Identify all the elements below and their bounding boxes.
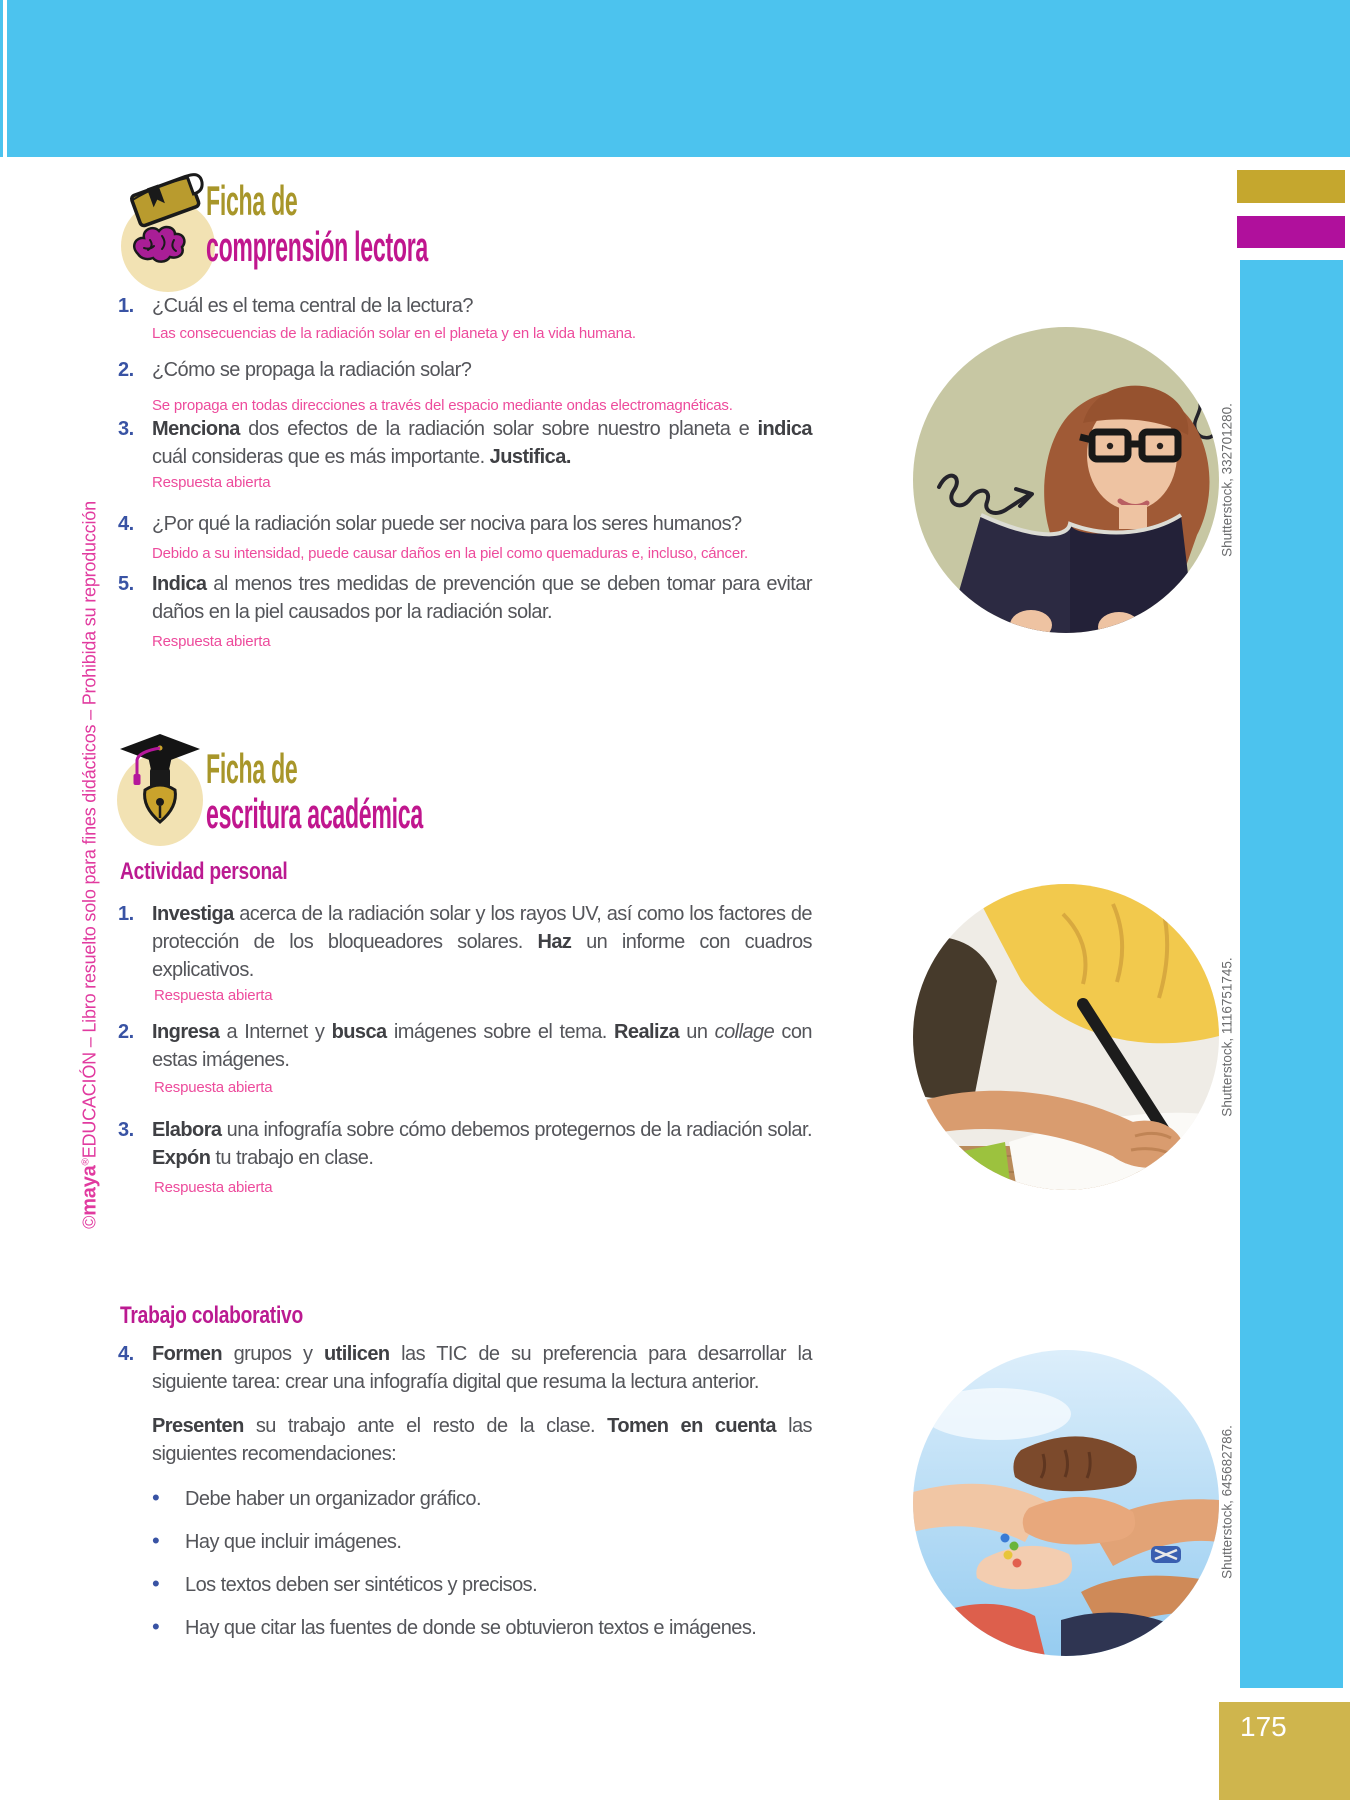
photo-credit-1: Shutterstock, 332701280. bbox=[1219, 403, 1235, 557]
watermark-text: EDUCACIÓN – Libro resuelto solo para fines didácticos – Prohibida su reproducción bbox=[79, 501, 100, 1159]
recommendation-bullet-1 bbox=[152, 1486, 812, 1512]
item-number: 2. bbox=[118, 359, 134, 381]
section-reading-title-line2: comprensión lectora bbox=[206, 223, 428, 270]
item-number: 1. bbox=[118, 903, 134, 925]
section-writing-title-line2: escritura académica bbox=[206, 790, 423, 837]
personal-activity-heading: Actividad personal bbox=[120, 858, 288, 885]
task-text: Investiga acerca de la radiación solar y los rayos UV, así como los factores de protección de los bloqueadores solares. Haz un informe con cuadros explicativos. bbox=[152, 903, 812, 981]
reading-question-3 bbox=[118, 415, 812, 492]
item-number: 4. bbox=[118, 1343, 134, 1365]
right-magenta-bar bbox=[1237, 216, 1345, 248]
question-text: ¿Por qué la radiación solar puede ser nociva para los seres humanos? bbox=[152, 513, 742, 535]
item-number: 1. bbox=[118, 295, 134, 317]
answer-text: Se propaga en todas direcciones a través del espacio mediante ondas electromagnéticas. bbox=[152, 397, 733, 414]
page-number-block bbox=[1219, 1702, 1350, 1800]
bullet-text: Los textos deben ser sintéticos y precisos. bbox=[185, 1574, 538, 1596]
watermark-copyright: © bbox=[79, 1215, 100, 1229]
watermark-brand: maya bbox=[78, 1165, 101, 1216]
copyright-watermark bbox=[79, 501, 102, 1229]
reading-question-5 bbox=[118, 570, 812, 651]
item-number: 2. bbox=[118, 1021, 134, 1043]
bullet-text: Debe haber un organizador gráfico. bbox=[185, 1488, 481, 1510]
bullet-dot: • bbox=[152, 1485, 160, 1510]
woman-reading-open-book-photo bbox=[913, 327, 1219, 633]
photo-credit-3: Shutterstock, 645682786. bbox=[1219, 1425, 1235, 1579]
answer-text: Respuesta abierta bbox=[152, 474, 271, 491]
item-number: 3. bbox=[118, 1119, 134, 1141]
answer-text: Respuesta abierta bbox=[154, 1079, 273, 1096]
answer-text: Las consecuencias de la radiación solar en el planeta y en la vida humana. bbox=[152, 325, 636, 342]
item-number: 4. bbox=[118, 513, 134, 535]
answer-text: Debido a su intensidad, puede causar daños en la piel como quemaduras e, incluso, cáncer. bbox=[152, 545, 748, 562]
item-number: 3. bbox=[118, 418, 134, 440]
bullet-dot: • bbox=[152, 1528, 160, 1553]
bullet-dot: • bbox=[152, 1571, 160, 1596]
question-text: ¿Cuál es el tema central de la lectura? bbox=[152, 295, 473, 317]
section-reading-title-line1: Ficha de bbox=[206, 177, 298, 224]
bullet-dot: • bbox=[152, 1614, 160, 1639]
reading-question-2 bbox=[118, 356, 812, 415]
task-text: Elabora una infografía sobre cómo debemos protegernos de la radiación solar. Expón tu trabajo en clase. bbox=[152, 1119, 812, 1169]
question-text: Menciona dos efectos de la radiación solar sobre nuestro planeta e indica cuál consideras que es más importante. Justifica. bbox=[152, 418, 812, 468]
collaborative-task-4 bbox=[118, 1340, 812, 1396]
top-cyan-band bbox=[7, 0, 1350, 157]
answer-text: Respuesta abierta bbox=[152, 633, 271, 650]
reading-question-1 bbox=[118, 292, 812, 343]
writing-task-2 bbox=[118, 1018, 812, 1097]
collaborative-work-heading: Trabajo colaborativo bbox=[120, 1302, 303, 1329]
writing-task-1 bbox=[118, 900, 812, 1005]
page-number: 175 bbox=[1240, 1711, 1287, 1742]
item-number: 5. bbox=[118, 573, 134, 595]
question-text: ¿Cómo se propaga la radiación solar? bbox=[152, 359, 472, 381]
collaborative-task-paragraph: Presenten su trabajo ante el resto de la clase. Tomen en cuenta las siguientes recomendaciones: bbox=[152, 1415, 812, 1465]
task-text: Ingresa a Internet y busca imágenes sobre el tema. Realiza un collage con estas imágenes. bbox=[152, 1021, 812, 1071]
answer-text: Respuesta abierta bbox=[154, 987, 273, 1004]
writing-task-3 bbox=[118, 1116, 812, 1197]
book-brain-icon bbox=[116, 158, 220, 301]
answer-text: Respuesta abierta bbox=[154, 1179, 273, 1196]
reading-question-4 bbox=[118, 510, 812, 563]
question-text: Indica al menos tres medidas de prevención que se deben tomar para evitar daños en la piel causados por la radiación solar. bbox=[152, 573, 812, 623]
student-writing-notes-photo bbox=[913, 884, 1219, 1190]
right-gold-bar bbox=[1237, 170, 1345, 203]
right-cyan-bar bbox=[1240, 260, 1343, 1688]
task-text: Formen grupos y utilicen las TIC de su preferencia para desarrollar la siguiente tarea: crear una infografía digital que resuma la lectura anterior. bbox=[152, 1343, 812, 1393]
recommendation-bullet-2 bbox=[152, 1529, 812, 1555]
photo-credit-2: Shutterstock, 1116751745. bbox=[1219, 957, 1235, 1117]
recommendation-bullet-4 bbox=[152, 1615, 812, 1641]
recommendation-bullet-3 bbox=[152, 1572, 812, 1598]
registered-mark-icon: ® bbox=[80, 1158, 92, 1166]
section-writing-title-line1: Ficha de bbox=[206, 745, 298, 792]
bullet-text: Hay que incluir imágenes. bbox=[185, 1531, 402, 1553]
grad-cap-pen-icon bbox=[112, 728, 208, 853]
top-band-left-sliver bbox=[0, 0, 3, 157]
bullet-text: Hay que citar las fuentes de donde se obtuvieron textos e imágenes. bbox=[185, 1617, 757, 1639]
stacked-hands-teamwork-photo bbox=[913, 1350, 1219, 1656]
